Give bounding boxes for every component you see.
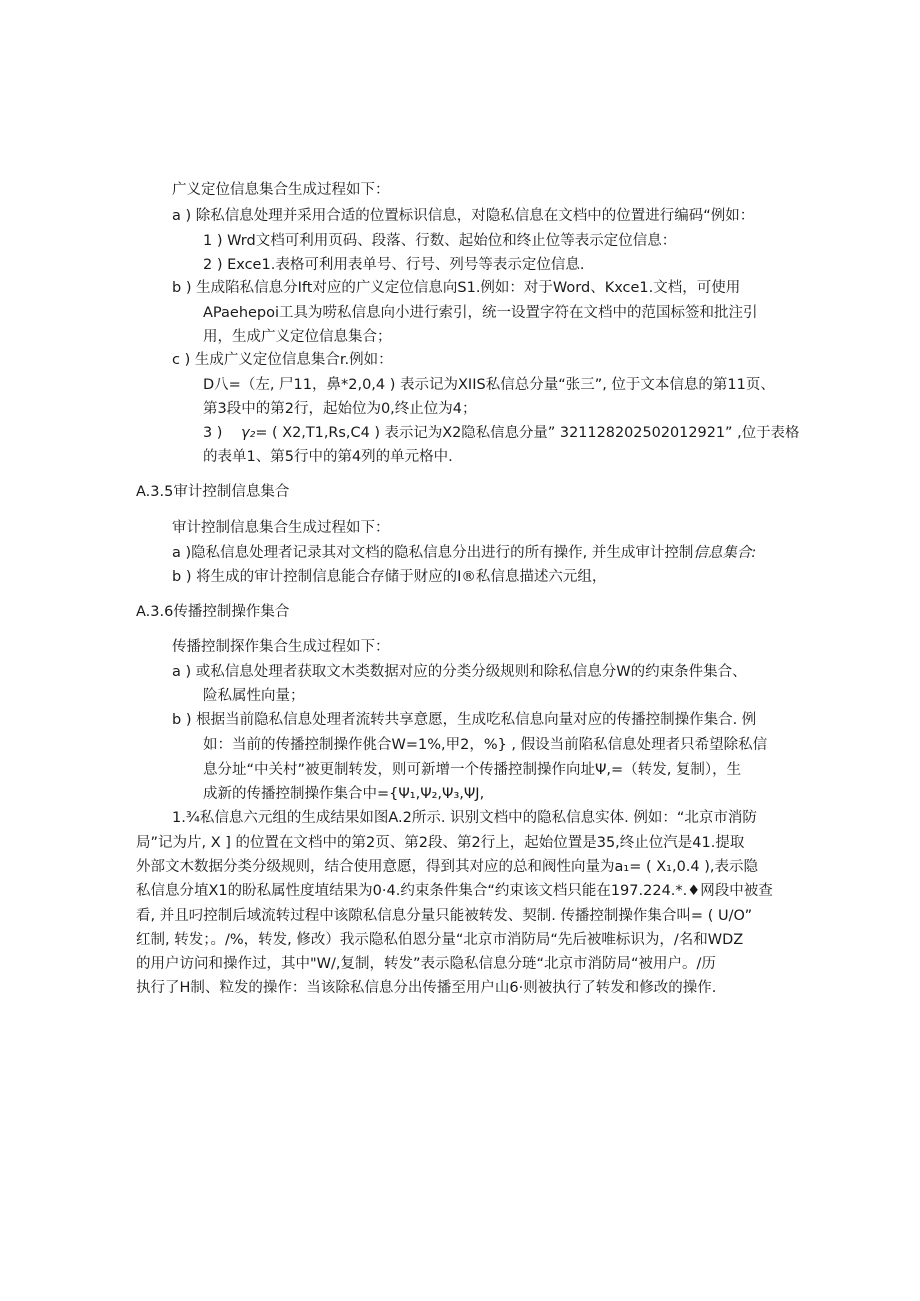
a36-item-a-line1: a ) 或私信息处理者获取文木类数据对应的分类分级规则和除私信息分W的约束条件集合、 <box>172 664 747 680</box>
a36-item-b-line2: 如：当前的传播控制操作佻合W=1%,甲2，%} , 假设当前陷私信息处理者只希望除私信 <box>203 737 768 753</box>
a35-item-b: b ) 将生成的审计控制信息能合存储于财应的I®私信息描述六元组， <box>172 569 607 585</box>
a34-item-b-line1: b ) 生成陷私信息分Ift对应的广义定位信息向S1.例如：对于Word、Kxce1.文档，可使用 <box>172 280 741 296</box>
example-line-5: 看, 并且叼控制后域流转过程中该隙私信息分量只能被转发、契制. 传播控制操作集合叫= ( U/O” <box>136 908 753 924</box>
a34-item-c-2-text: = ( X2,T1,Rs,C4 ) 表示记为X2隐私信息分量” 321128202502012921” ,位于表格 <box>255 425 800 441</box>
a35-intro: 审计控制信息集合生成过程如下： <box>172 520 390 536</box>
a36-item-b-line1: b ) 根据当前隐私信息处理者流转共享意愿，生成吃私信息向量对应的传播控制操作集合. 例 <box>172 712 757 728</box>
a34-item-c: c ) 生成广义定位信息集合r.例如： <box>172 352 393 368</box>
example-line-8: 执行了H制、粒发的操作：当该除私信息分出传播至用户山6·则被执行了转发和修改的操作. <box>136 980 717 996</box>
a34-item-b-line2: APaehepoi工具为唠私信息向小进行索引，统一设置字符在文档中的范国标签和批注引 <box>203 305 758 321</box>
a34-intro: 广义定位信息集合生成过程如下： <box>172 182 390 198</box>
a34-item-a-2: 2 ) Exce1.表格可利用表单号、行号、列号等表示定位信息. <box>203 257 585 273</box>
a35-item-a-main: a )隐私信息处理者记录其对文档的隐私信息分出进行的所有操作, 并生成审计控制 <box>172 545 694 561</box>
example-line-1: 1.¾私信息六元组的生成结果如图A.2所示. 识别文档中的隐私信息实体. 例如：“北京市消防 <box>172 810 757 826</box>
example-line-3: 外部文木数据分类分级规则，结合使用意愿，得到其对应的总和阀性向量为a₁= ( X₁,0.4 ),表示隐 <box>136 859 759 875</box>
a36-item-b-line3: 息分址“中关村”被更制转发，则可新增一个传播控制操作向址Ψ,=（转发, 复制），生 <box>203 762 742 778</box>
a34-item-c-2-line1 <box>203 422 799 444</box>
a34-item-c-2-number: 3 ) <box>203 425 223 441</box>
a34-item-c-2-symbol: γ₂ <box>240 425 256 441</box>
example-line-6: 红制, 转发；。/%，转发, 修改）我示隐私伯恩分量“北京市消防局“先后被唯标识为，/名和WDZ <box>136 932 744 948</box>
a34-item-a-1: 1 ) Wrd文档可利用页码、段落、行数、起始位和终止位等表示定位信息： <box>203 233 677 249</box>
a34-item-c-1-line2: 第3段中的第2行，起始位为0,终止位为4； <box>203 401 477 417</box>
example-line-4: 私信息分埴X1的盼私属性度埴结果为0·4.约束条件集合“约束该文档只能在197.224.*.♦网段中被查 <box>136 883 773 899</box>
a35-item-a <box>172 542 756 564</box>
example-line-7: 的用户访问和操作过，其中"W/,复制，转发”表示隐私信息分琏“北京市消防局“被用户。/历 <box>136 956 716 972</box>
example-line-2: 局”记为片, X ] 的位置在文档中的第2页、第2段、第2行上，起始位置是35,终止位汽是41.提取 <box>136 835 745 851</box>
a34-item-a: a ) 除私信息处理并采用合适的位置标识信息，对隐私信息在文档中的位置进行编码“例如： <box>172 208 755 224</box>
a36-item-a-line2: 险私属性向量； <box>203 688 305 704</box>
a34-item-c-1-line1: D八=（左, 尸11，鼻*2,0,4 ) 表示记为XIIS私信总分量“张三”, 位于文本信息的第11页、 <box>203 377 775 393</box>
a35-heading: A.3.5审计控制信息集合 <box>136 484 290 500</box>
a36-heading: A.3.6传播控制操作集合 <box>136 604 290 620</box>
a36-item-b-line4: 成新的传播控制操作集合中={Ψ₁,Ψ₂,Ψ₃,ΨJ, <box>203 786 485 802</box>
a36-intro: 传播控制探作集合生成过程如下： <box>172 639 390 655</box>
a35-item-a-italic: 信息集合: <box>693 545 757 561</box>
a34-item-b-line3: 用，生成广义定位信息集合； <box>203 329 392 345</box>
a34-item-c-2-line2: 的表单1、第5行中的第4列的单元格中. <box>203 449 453 465</box>
